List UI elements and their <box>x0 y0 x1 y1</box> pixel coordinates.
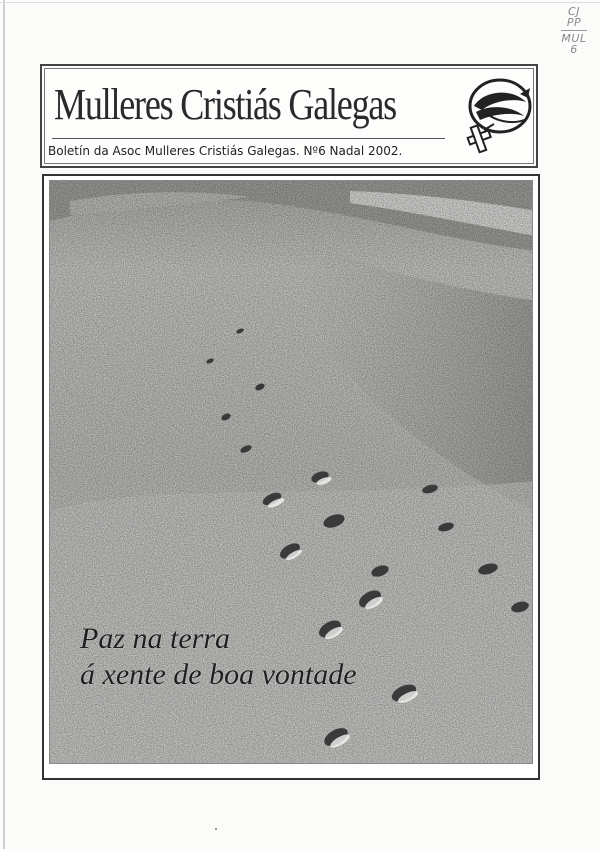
masthead-box <box>40 64 538 168</box>
archive-code-line: CJ <box>568 5 580 18</box>
cover-headline <box>80 621 500 693</box>
archive-code-line: PP <box>566 16 582 29</box>
scan-speck <box>215 828 217 830</box>
cover-photo-frame <box>42 174 540 780</box>
scan-edge-top <box>0 2 600 3</box>
scan-edge <box>3 0 5 849</box>
archive-code-line: 6 <box>570 43 578 56</box>
headline-line-1: Paz na terra <box>80 622 230 655</box>
archive-code-rule <box>561 30 587 31</box>
title-underline <box>52 138 445 139</box>
women-symbol-fish-logo-icon <box>460 76 534 160</box>
newsletter-subtitle: Boletín da Asoc Mulleres Cristiás Galegas. Nº6 Nadal 2002. <box>48 144 403 158</box>
newsletter-title: Mulleres Cristiás Galegas <box>54 80 397 129</box>
archive-handwritten-code <box>552 6 596 55</box>
archive-code-line: MUL <box>561 32 587 45</box>
headline-line-2: á xente de boa vontade <box>80 658 357 691</box>
beach-footprints-photo <box>49 180 533 764</box>
